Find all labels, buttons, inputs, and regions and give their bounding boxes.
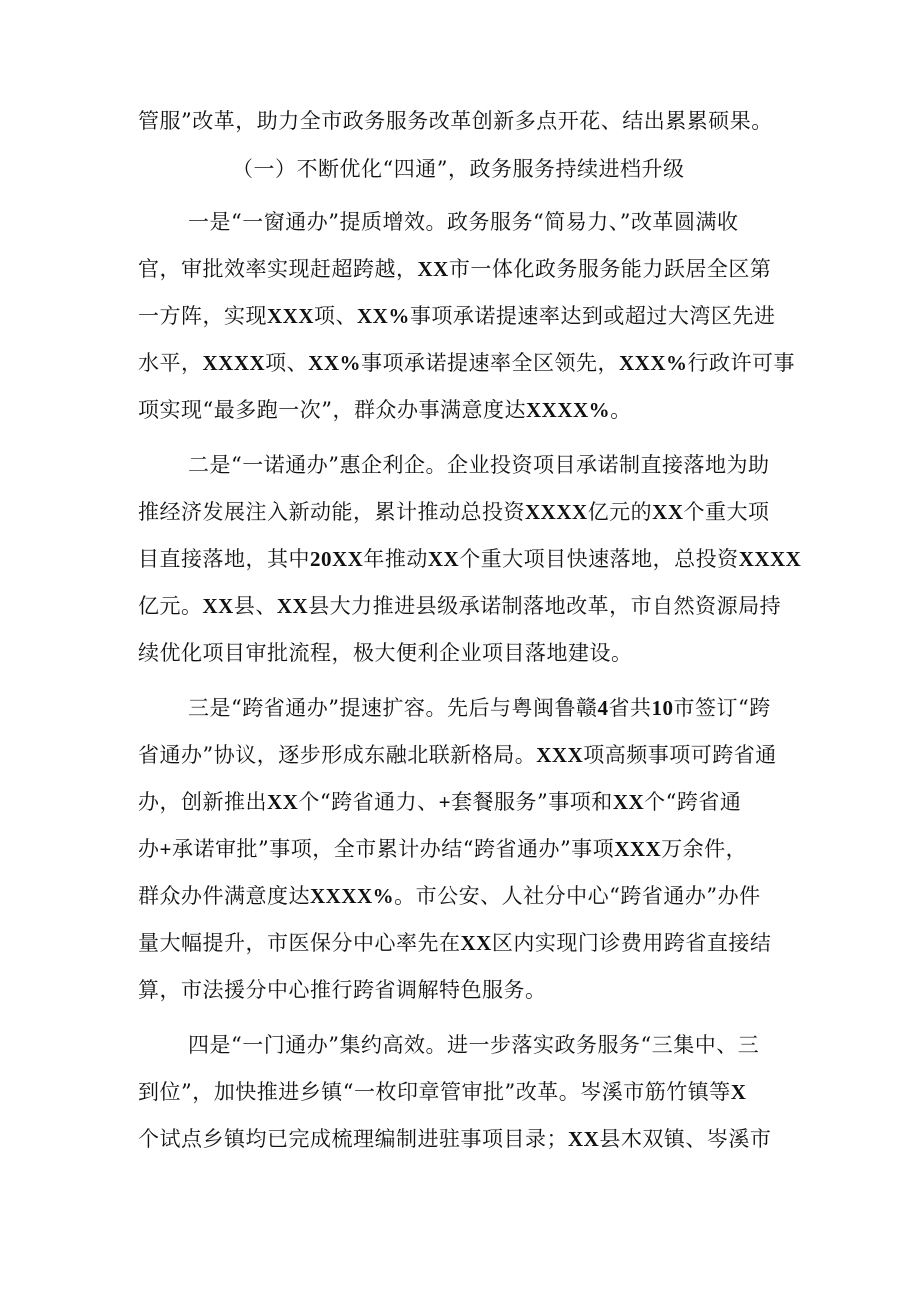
cjk-run: 个试点乡镇均已完成梳理编制进驻事项目录；	[138, 1127, 568, 1151]
paragraph-1-line-1	[188, 205, 738, 239]
cjk-run: 个重大项	[683, 500, 770, 524]
cjk-run: 省通办”协议，逐步形成东融北联新格局。	[138, 743, 537, 767]
cjk-run: 到位”，加快推进乡镇“一枚印章管审批”改革。岑溪市筋竹镇等	[138, 1080, 731, 1104]
latin-run: +	[159, 837, 172, 861]
latin-run: 10	[651, 696, 674, 720]
cjk-run: 项实现“最多跑一次”，群众办事满意度达	[138, 398, 526, 422]
cjk-run: 官，审批效率实现赶超跨越，	[138, 257, 418, 281]
cjk-run: 一方阵，实现	[138, 304, 267, 328]
cjk-run: 个“跨省通	[644, 790, 742, 814]
latin-run: XX	[652, 500, 684, 524]
paragraph-3-line-6	[138, 926, 771, 960]
cjk-run: 事项承诺提速率全区领先，	[361, 351, 620, 375]
latin-run: XX	[427, 547, 460, 571]
section-heading	[232, 152, 684, 186]
paragraph-1-line-4	[138, 346, 795, 380]
cjk-run: 区内实现门诊费用跨省直接结	[491, 931, 772, 955]
cjk-run: 项、	[314, 304, 357, 328]
paragraph-4-line-1	[188, 1028, 759, 1062]
latin-run: XXXX%	[310, 884, 395, 908]
paragraph-3-line-1	[188, 691, 771, 725]
paragraph-3-line-5	[138, 879, 761, 913]
latin-run: XX	[568, 1127, 600, 1151]
latin-run: XX	[417, 257, 449, 281]
cjk-run: 县大力推进县级承诺制落地改革，市自然资源局持	[308, 594, 782, 618]
cjk-run: 县、	[233, 594, 277, 618]
cjk-run: 二是“一诺通办”惠企利企。企业投资项目承诺制直接落地为助	[188, 453, 770, 477]
text-line-1	[138, 104, 788, 138]
cjk-run: 行政许可事	[687, 351, 796, 375]
latin-run: XXXX	[738, 547, 802, 571]
latin-run: XX	[202, 594, 234, 618]
latin-run: X	[730, 1080, 747, 1104]
latin-run: XX	[267, 790, 299, 814]
paragraph-3-line-7	[138, 973, 547, 1007]
cjk-run: 推经济发展注入新动能，累计推动总投资	[138, 500, 525, 524]
cjk-run: 承诺审批”事项，全市累计办结“跨省通办”事项	[171, 837, 615, 861]
latin-run: +	[438, 790, 452, 814]
latin-run: XX%	[357, 304, 410, 328]
cjk-run: 项、	[265, 351, 309, 375]
latin-run: XXX	[267, 304, 314, 328]
latin-run: XXXX%	[525, 398, 611, 422]
cjk-run: 亿元。	[138, 594, 203, 618]
latin-run: XX	[460, 931, 492, 955]
cjk-run: 水平，	[138, 351, 203, 375]
cjk-run: 市签订“跨	[673, 696, 771, 720]
paragraph-4-line-2	[138, 1075, 746, 1109]
paragraph-2-line-3	[138, 542, 801, 576]
latin-run: XX	[612, 790, 645, 814]
cjk-run: （一）不断优化“四通”，政务服务持续进档升级	[232, 157, 685, 181]
cjk-run: 个“跨省通力、	[298, 790, 439, 814]
cjk-run: 年推动	[363, 547, 428, 571]
latin-run: XXX	[536, 743, 584, 767]
cjk-run: 事项承诺提速率达到或超过大湾区先进	[409, 304, 776, 328]
latin-run: 4	[597, 696, 609, 720]
paragraph-1-line-3	[138, 299, 775, 333]
latin-run: XXXX	[202, 351, 266, 375]
cjk-run: 办，创新推出	[138, 790, 267, 814]
cjk-run: 万余件，	[661, 837, 748, 861]
cjk-run: 县木双镇、岑溪市	[599, 1127, 772, 1151]
cjk-run: 市一体化政务服务能力跃居全区第	[448, 257, 772, 281]
cjk-run: 量大幅提升，市医保分中心率先在	[138, 931, 461, 955]
paragraph-1-line-2	[138, 252, 771, 286]
cjk-run: 群众办件满意度达	[138, 884, 310, 908]
paragraph-3-line-2	[138, 738, 777, 772]
paragraph-2-line-5	[138, 636, 633, 670]
latin-run: XX%	[308, 351, 362, 375]
paragraph-1-line-5	[138, 393, 632, 427]
latin-run: XX	[276, 594, 309, 618]
cjk-run: 项高频事项可跨省通	[583, 743, 777, 767]
latin-run: 20XX	[310, 547, 364, 571]
paragraph-3-line-3	[138, 785, 741, 819]
cjk-run: 一是“一窗通办”提质增效。政务服务“简易力、”改革圆满收	[188, 210, 739, 234]
cjk-run: 办	[138, 837, 160, 861]
cjk-run: 目直接落地，其中	[138, 547, 310, 571]
cjk-run: 管服”改革，助力全市政务服务改革创新多点开花、结出累累硕果。	[138, 109, 773, 133]
cjk-run: 。市公安、人社分中心“跨省通办”办件	[394, 884, 761, 908]
latin-run: XXX%	[619, 351, 688, 375]
paragraph-2-line-4	[138, 589, 781, 623]
cjk-run: 算，市法援分中心推行跨省调解特色服务。	[138, 978, 547, 1002]
cjk-run: 四是“一门通办”集约高效。进一步落实政务服务“三集中、三	[188, 1033, 760, 1057]
paragraph-3-line-4	[138, 832, 747, 866]
latin-run: XXX	[614, 837, 662, 861]
paragraph-4-line-3	[138, 1122, 771, 1156]
paragraph-2-line-2	[138, 495, 770, 529]
cjk-run: 套餐服务”事项和	[451, 790, 613, 814]
cjk-run: 亿元的	[587, 500, 653, 524]
cjk-run: 续优化项目审批流程，极大便利企业项目落地建设。	[138, 641, 633, 665]
paragraph-2-line-1	[188, 448, 769, 482]
cjk-run: 省共	[608, 696, 652, 720]
latin-run: XXXX	[525, 500, 588, 524]
cjk-run: 。	[610, 398, 632, 422]
cjk-run: 个重大项目快速落地，总投资	[459, 547, 739, 571]
cjk-run: 三是“跨省通办”提速扩容。先后与粤闽鲁赣	[188, 696, 598, 720]
